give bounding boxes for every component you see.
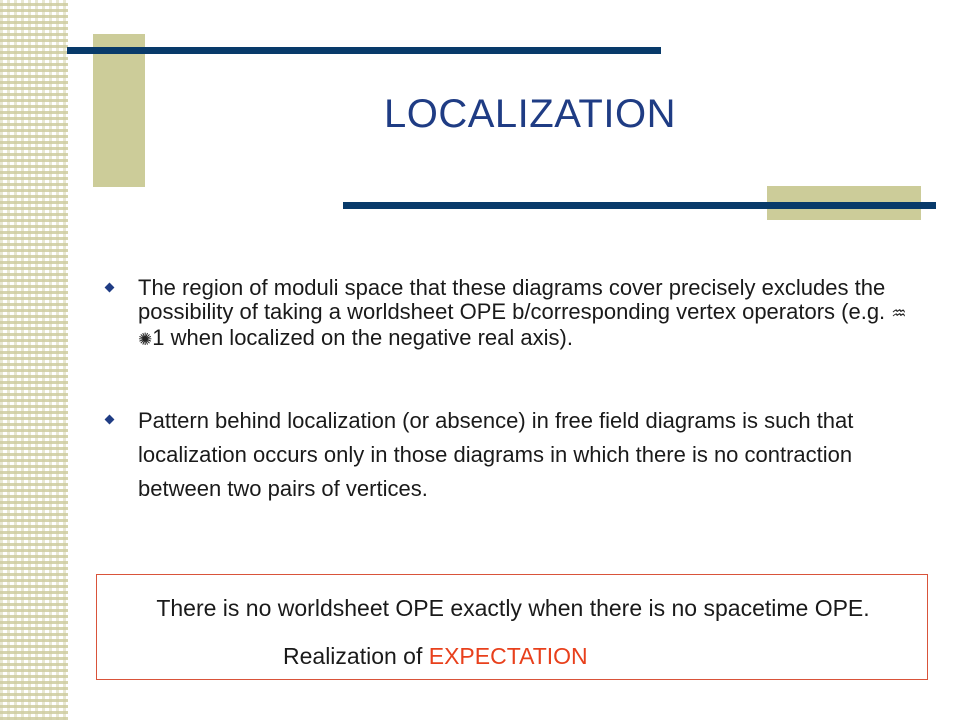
bullet-list xyxy=(104,276,924,506)
bullet-text: Pattern behind localization (or absence) in free field diagrams is such that localization occurs only in those diagrams in which there is no contraction between two pairs of vertices. xyxy=(138,408,854,501)
title-rule-top xyxy=(67,47,661,54)
bullet-text-part-2: 1 when localized on the negative real axis). xyxy=(152,325,573,350)
starburst-glyph-icon: ✺ xyxy=(138,330,153,350)
slide-title: LOCALIZATION xyxy=(384,92,676,136)
conclusion-callout-box xyxy=(96,574,928,680)
bullet-text-part-1: The region of moduli space that these diagrams cover precisely excludes the possibility of taking a worldsheet OPE b/corresponding vertex operators (e.g. xyxy=(138,275,892,324)
bullet-item-moduli-region xyxy=(104,276,924,352)
decor-block-top-left xyxy=(93,34,145,187)
decorative-side-stripes xyxy=(0,0,68,720)
callout-realization-prefix: Realization of xyxy=(283,643,429,669)
callout-expectation-highlight: EXPECTATION xyxy=(428,643,588,669)
callout-statement: There is no worldsheet OPE exactly when there is no spacetime OPE. xyxy=(156,595,870,621)
aquarius-glyph-icon: ♒ xyxy=(891,304,907,324)
bullet-item-localization-pattern xyxy=(104,404,924,506)
callout-realization xyxy=(283,643,588,670)
diamond-bullet-icon xyxy=(104,414,116,426)
title-rule-bottom xyxy=(343,202,936,209)
diamond-bullet-icon xyxy=(104,282,116,294)
